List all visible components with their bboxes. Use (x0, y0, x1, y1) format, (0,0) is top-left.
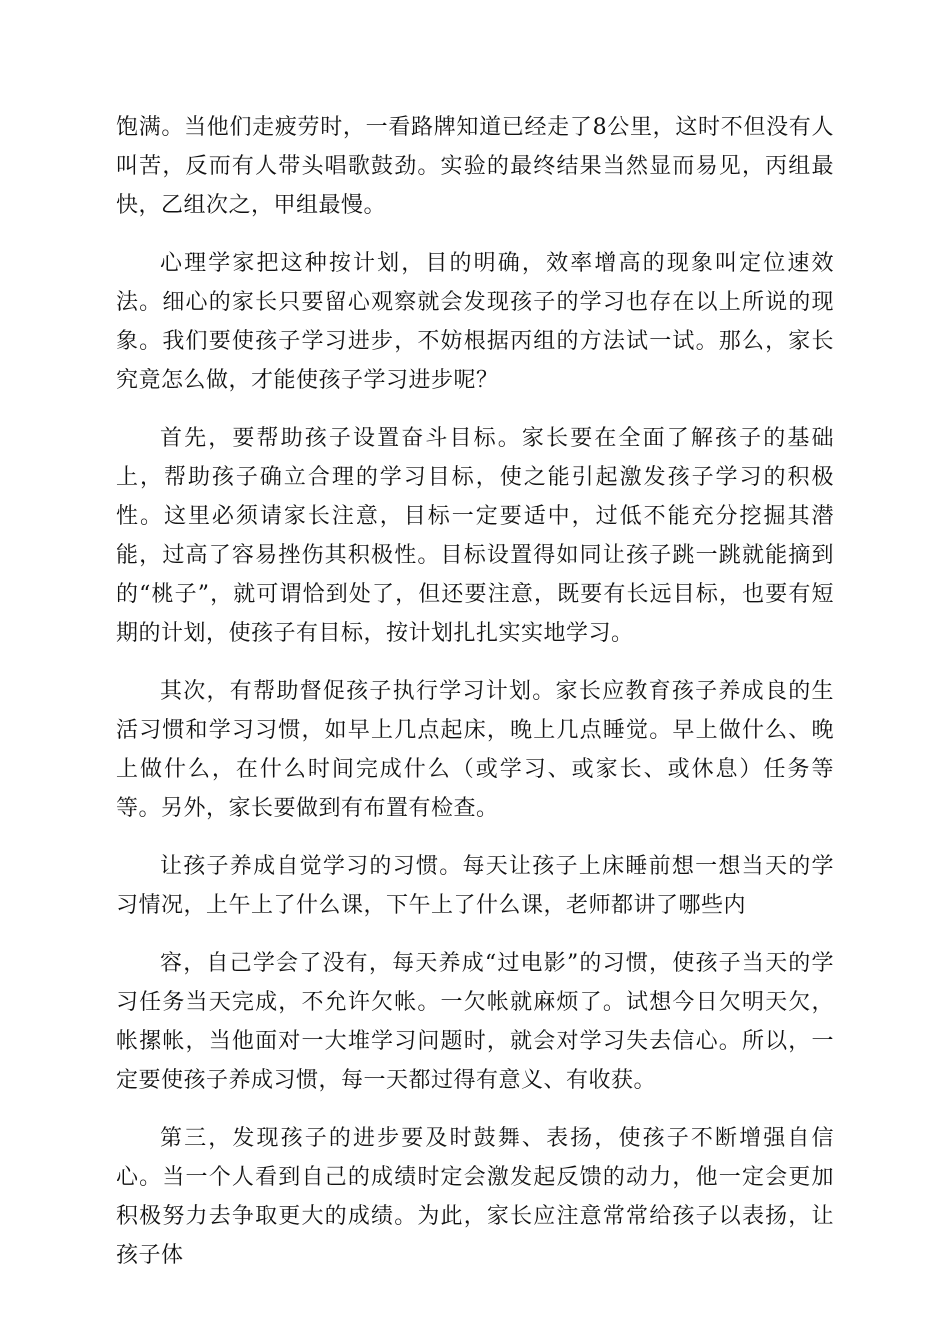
paragraph-7: 第三，发现孩子的进步要及时鼓舞、表扬，使孩子不断增强自信心。当一个人看到自己的成绩时定会激发起反馈的动力，他一定会更加积极努力去争取更大的成绩。为此，家长应注意常常给孩子以表扬，让孩子体 (116, 1126, 834, 1268)
paragraph-3: 首先，要帮助孩子设置奋斗目标。家长要在全面了解孩子的基础上，帮助孩子确立合理的学习目标，使之能引起激发孩子学习的积极性。这里必须请家长注意，目标一定要适中，过低不能充分挖掘其潜能，过高了容易挫伤其积极性。目标设置得如同让孩子跳一跳就能摘到的“桃子”，就可谓恰到处了，但还要注意，既要有长远目标，也要有短期的计划，使孩子有目标，按计划扎扎实实地学习。 (116, 426, 834, 646)
paragraph-4: 其次，有帮助督促孩子执行学习计划。家长应教育孩子养成良的生活习惯和学习习惯，如早上几点起床，晚上几点睡觉。早上做什么、晚上做什么，在什么时间完成什么（或学习、或家长、或休息）任务等等。另外，家长要做到有布置有检查。 (116, 679, 834, 821)
paragraph-5: 让孩子养成自觉学习的习惯。每天让孩子上床睡前想一想当天的学习情况，上午上了什么课，下午上了什么课，老师都讲了哪些内 (116, 854, 834, 918)
document-body (116, 108, 834, 1294)
paragraph-1: 饱满。当他们走疲劳时，一看路牌知道已经走了8公里，这时不但没有人叫苦，反而有人带头唱歌鼓劲。实验的最终结果当然显而易见，丙组最快，乙组次之，甲组最慢。 (116, 115, 834, 218)
paragraph-2: 心理学家把这种按计划，目的明确，效率增高的现象叫定位速效法。细心的家长只要留心观察就会发现孩子的学习也存在以上所说的现象。我们要使孩子学习进步，不妨根据丙组的方法试一试。那么，家长究竟怎么做，才能使孩子学习进步呢？ (116, 251, 834, 393)
paragraph-6: 容，自己学会了没有，每天养成“过电影”的习惯，使孩子当天的学习任务当天完成，不允许欠帐。一欠帐就麻烦了。试想今日欠明天欠，帐摞帐，当他面对一大堆学习问题时，就会对学习失去信心。所以，一定要使孩子养成习惯，每一天都过得有意义、有收获。 (116, 951, 834, 1093)
